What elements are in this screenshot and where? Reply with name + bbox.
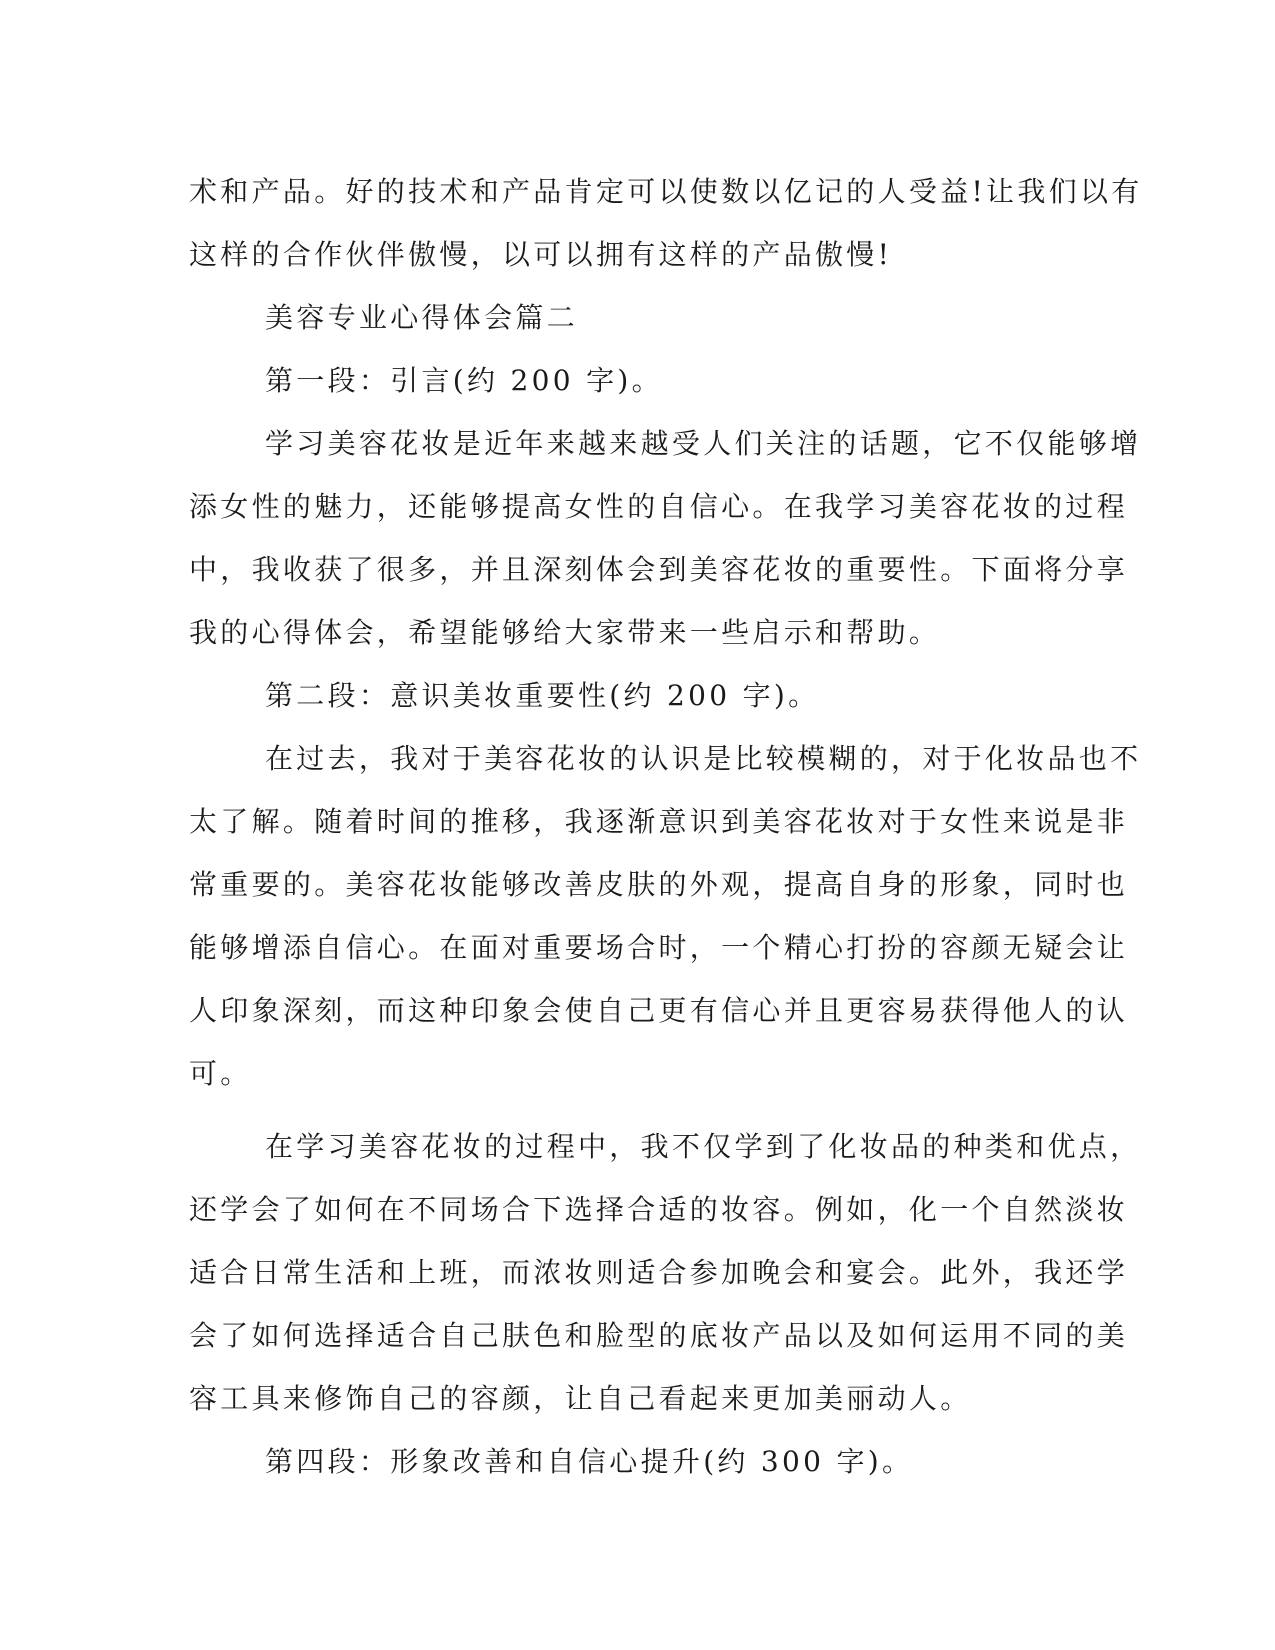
paragraph-line: 适合日常生活和上班，而浓妆则适合参加晚会和宴会。此外，我还学 [189,1256,1129,1289]
paragraph-line: 可。 [189,1057,252,1090]
paragraph-line: 我的心得体会，希望能够给大家带来一些启示和帮助。 [189,616,941,649]
paragraph-spacer [189,1105,1089,1115]
paragraph-line: 中，我收获了很多，并且深刻体会到美容花妆的重要性。下面将分享 [189,553,1129,586]
paragraph-line: 这样的合作伙伴傲慢，以可以拥有这样的产品傲慢! [189,238,893,271]
paragraph-line: 常重要的。美容花妆能够改善皮肤的外观，提高自身的形象，同时也 [189,868,1129,901]
paragraph-line: 容工具来修饰自己的容颜，让自己看起来更加美丽动人。 [189,1382,972,1415]
section-heading: 第二段：意识美妆重要性(约 200 字)。 [265,679,820,712]
paragraph-line: 太了解。随着时间的推移，我逐渐意识到美容花妆对于女性来说是非 [189,805,1129,838]
paragraph-line: 能够增添自信心。在面对重要场合时，一个精心打扮的容颜无疑会让 [189,931,1129,964]
paragraph-line: 在学习美容花妆的过程中，我不仅学到了化妆品的种类和优点， [265,1130,1142,1163]
paragraph-line: 在过去，我对于美容花妆的认识是比较模糊的，对于化妆品也不 [265,742,1142,775]
section-heading: 第四段：形象改善和自信心提升(约 300 字)。 [265,1445,914,1478]
paragraph-line: 人印象深刻，而这种印象会使自己更有信心并且更容易获得他人的认 [189,994,1129,1027]
paragraph-line: 会了如何选择适合自己肤色和脸型的底妆产品以及如何运用不同的美 [189,1319,1129,1352]
section-heading: 第一段：引言(约 200 字)。 [265,364,663,397]
document-body [189,160,1143,1493]
paragraph-line: 术和产品。好的技术和产品肯定可以使数以亿记的人受益!让我们以有 [189,175,1143,208]
paragraph-line: 添女性的魅力，还能够提高女性的自信心。在我学习美容花妆的过程 [189,490,1129,523]
paragraph-line: 还学会了如何在不同场合下选择合适的妆容。例如，化一个自然淡妆 [189,1193,1129,1226]
section-title: 美容专业心得体会篇二 [265,301,579,334]
paragraph-line: 学习美容花妆是近年来越来越受人们关注的话题，它不仅能够增 [265,427,1142,460]
